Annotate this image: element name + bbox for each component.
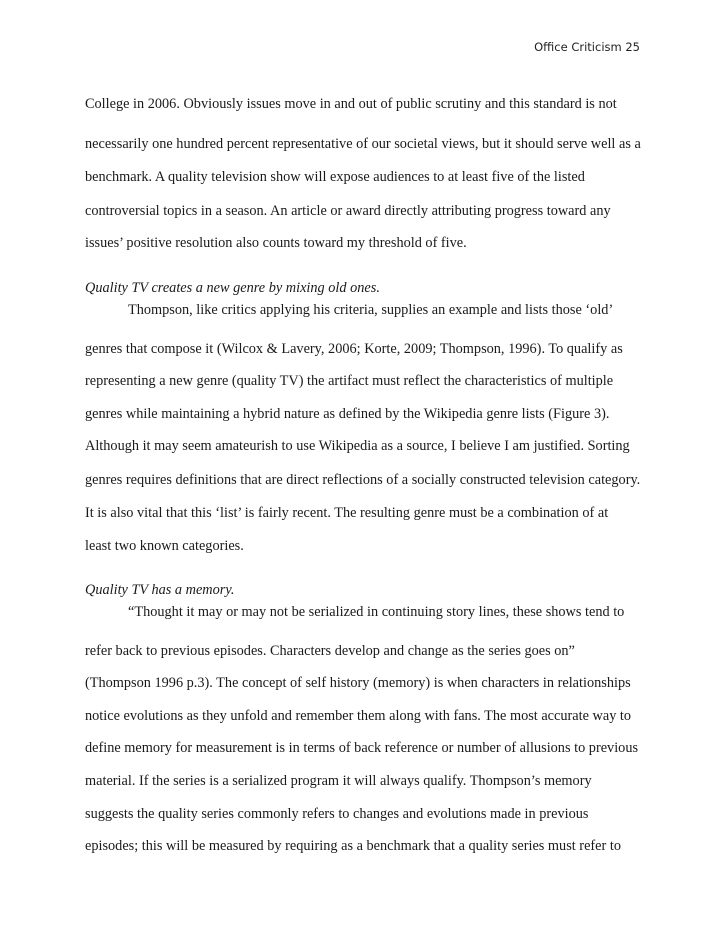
text-line: notice evolutions as they unfold and remember them along with fans. The most accurate way to	[85, 708, 632, 724]
text-line: material. If the series is a serialized program it will always qualify. Thompson’s memory	[85, 773, 592, 789]
text-line: Thompson, like critics applying his criteria, supplies an example and lists those ‘old’	[128, 302, 614, 318]
text-line: genres requires definitions that are direct reflections of a socially constructed television category.	[85, 472, 641, 488]
text-line: Although it may seem amateurish to use Wikipedia as a source, I believe I am justified. Sorting	[85, 438, 630, 454]
text-line: suggests the quality series commonly refers to changes and evolutions made in previous	[85, 806, 589, 822]
text-line: issues’ positive resolution also counts toward my threshold of five.	[85, 235, 467, 251]
text-line: necessarily one hundred percent representative of our societal views, but it should serve well as a	[85, 136, 641, 152]
text-line: define memory for measurement is in terms of back reference or number of allusions to previous	[85, 740, 639, 756]
text-line: refer back to previous episodes. Characters develop and change as the series goes on”	[85, 643, 575, 659]
text-line: College in 2006. Obviously issues move in and out of public scrutiny and this standard is not	[85, 96, 617, 112]
text-line: genres that compose it (Wilcox & Lavery, 2006; Korte, 2009; Thompson, 1996). To qualify as	[85, 341, 623, 357]
text-line: “Thought it may or may not be serialized in continuing story lines, these shows tend to	[128, 604, 625, 620]
section-heading: Quality TV creates a new genre by mixing old ones.	[85, 280, 380, 296]
text-line: controversial topics in a season. An article or award directly attributing progress toward any	[85, 203, 611, 219]
text-line: episodes; this will be measured by requiring as a benchmark that a quality series must refer to	[85, 838, 621, 854]
text-line: least two known categories.	[85, 538, 244, 554]
text-line: genres while maintaining a hybrid nature as defined by the Wikipedia genre lists (Figure 3).	[85, 406, 610, 422]
text-line: benchmark. A quality television show will expose audiences to at least five of the listed	[85, 169, 585, 185]
text-line: representing a new genre (quality TV) the artifact must reflect the characteristics of multiple	[85, 373, 614, 389]
running-head: Office Criticism 25	[534, 40, 640, 54]
text-line: It is also vital that this ‘list’ is fairly recent. The resulting genre must be a combination of at	[85, 505, 609, 521]
text-line: (Thompson 1996 p.3). The concept of self history (memory) is when characters in relationships	[85, 675, 631, 691]
section-heading: Quality TV has a memory.	[85, 582, 235, 598]
